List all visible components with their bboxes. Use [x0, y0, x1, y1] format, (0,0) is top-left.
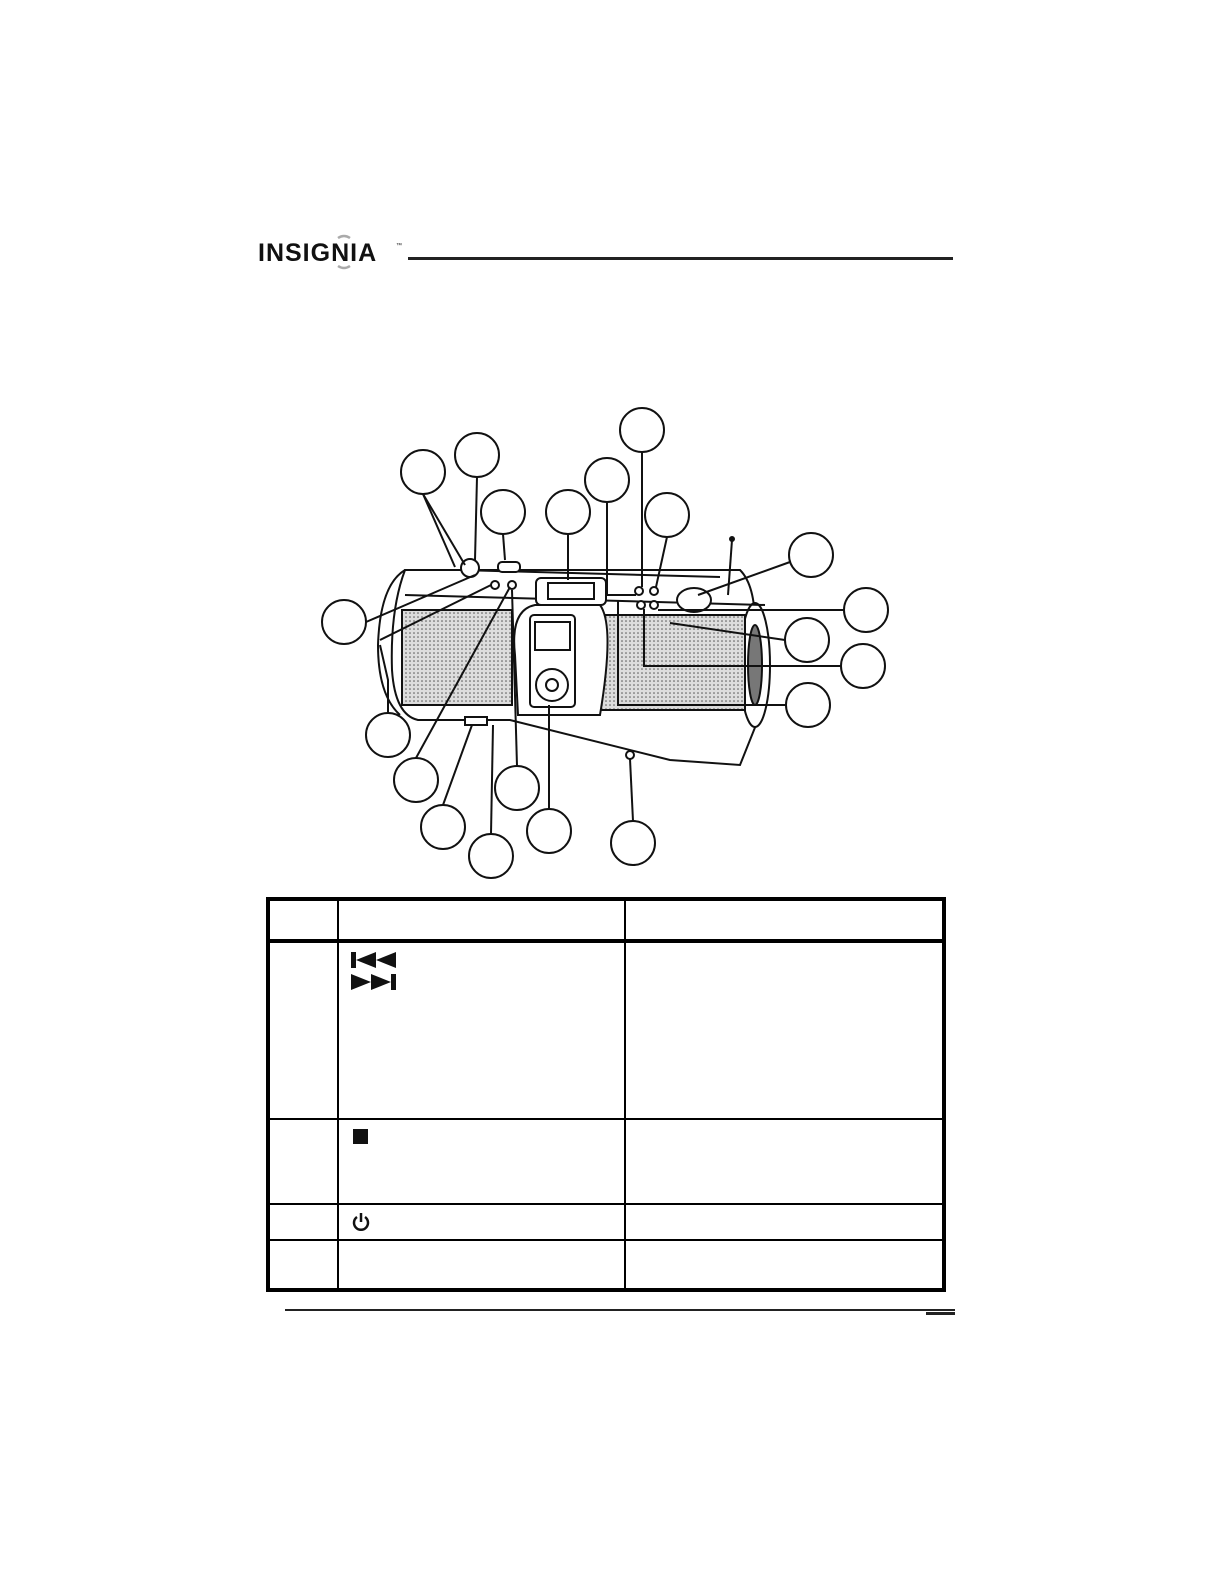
- callout-circle: [620, 408, 664, 452]
- logo-wordmark: INSIGNIA: [258, 239, 378, 267]
- callout-circle: [481, 490, 525, 534]
- callout-circle: [366, 713, 410, 757]
- callout-circle: [611, 821, 655, 865]
- row-number: [268, 1119, 338, 1204]
- callout-circle: [786, 683, 830, 727]
- table-row: [268, 1240, 944, 1290]
- callout-circle: [789, 533, 833, 577]
- table-row: [268, 1204, 944, 1240]
- header-control: [338, 899, 625, 941]
- logo-arc-icon: [338, 236, 350, 238]
- insignia-logo: [258, 232, 408, 272]
- callout-circle: [394, 758, 438, 802]
- row-control: [338, 1119, 625, 1204]
- callout-circle: [469, 834, 513, 878]
- callout-circle: [785, 618, 829, 662]
- table-row: [268, 1119, 944, 1204]
- callout-circle: [585, 458, 629, 502]
- row-description: [625, 1240, 944, 1290]
- row-description: [625, 1204, 944, 1240]
- table-header-row: [268, 899, 944, 941]
- previous-track-icon: [351, 949, 401, 971]
- header-description: [625, 899, 944, 941]
- callout-circle: [421, 805, 465, 849]
- callout-circle: [645, 493, 689, 537]
- callout-circle: [401, 450, 445, 494]
- callout-circle: [546, 490, 590, 534]
- row-description: [625, 1119, 944, 1204]
- footer-rule-accent: [926, 1312, 955, 1315]
- callout-circle: [844, 588, 888, 632]
- row-number: [268, 941, 338, 1119]
- header-number: [268, 899, 338, 941]
- callout-circle: [495, 766, 539, 810]
- controls-table: [266, 897, 946, 1292]
- row-number: [268, 1240, 338, 1290]
- row-number: [268, 1204, 338, 1240]
- callout-circle: [322, 600, 366, 644]
- callout-circle: [841, 644, 885, 688]
- row-control: [338, 1240, 625, 1290]
- row-control: [338, 1204, 625, 1240]
- logo-trademark: ™: [396, 243, 402, 249]
- row-description: [625, 941, 944, 1119]
- footer-rule: [285, 1309, 955, 1311]
- product-diagram: [300, 395, 920, 885]
- header-rule: [408, 257, 953, 260]
- callout-circle: [455, 433, 499, 477]
- stop-icon: [351, 1126, 371, 1148]
- callout-circle: [527, 809, 571, 853]
- next-track-icon: [351, 971, 401, 993]
- table-row: [268, 941, 944, 1119]
- row-control: [338, 941, 625, 1119]
- power-icon: [351, 1211, 371, 1233]
